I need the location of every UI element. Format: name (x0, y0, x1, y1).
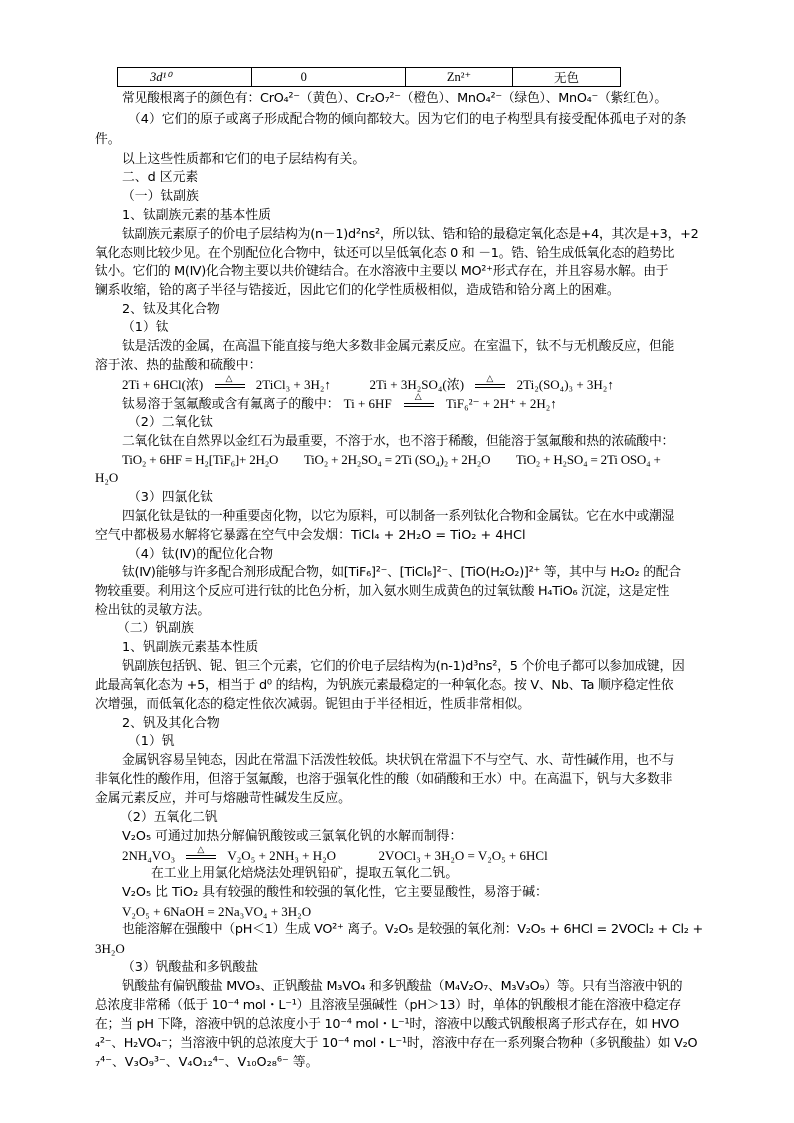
equation-line: H₂O (95, 470, 119, 485)
equation-rhs: TiF₆²⁻ + 2H⁺ + 2H₂↑ (445, 396, 557, 411)
text-line: 空气中都极易水解将它暴露在空气中会发烟：TiCl₄ + 2H₂O = TiO₂ + 4HCl (95, 528, 526, 543)
text-line: 钛(Ⅳ)能够与许多配合剂形成配合物，如[TiF₆]²⁻、[TiCl₆]²⁻、[TiO(H₂O₂)]²⁺ 等，其中与 H₂O₂ 的配合 (122, 565, 681, 580)
subsection-heading: （3）四氯化钛 (128, 490, 213, 505)
equation-line: V₂O₅ + 6NaOH = 2Na₃VO₄ + 3H₂O (122, 904, 312, 919)
subsection-heading: 1、钛副族元素的基本性质 (122, 208, 271, 223)
heat-arrow (215, 373, 245, 392)
text-line: 钒酸盐有偏钒酸盐 MVO₃、正钒酸盐 M₃VO₄ 和多钒酸盐（M₄V₂O₇、M₃V₃O₉）等。只有当溶液中钒的 (122, 979, 683, 994)
equation-line-b: 2VOCl₃ + 3H₂O = V₂O₅ + 6HCl (378, 848, 548, 863)
subsection-heading: （3）钒酸盐和多钒酸盐 (122, 960, 259, 975)
text-line: 溶于浓、热的盐酸和硫酸中： (95, 358, 262, 373)
text-line: ₄²⁻、H₂VO₄⁻；当溶液中钒的总浓度大于 10⁻⁴ mol・L⁻¹时，溶液中存在一系列聚合物种（多钒酸盐）如 V₂O (95, 1036, 698, 1051)
equation-line: TiO₂ + 6HF = H₂[TiF₆]+ 2H₂O TiO₂ + 2H₂SO₄ = 2Ti (SO₄)₂ + 2H₂O TiO₂ + H₂SO₄ = 2Ti OSO₄ + (122, 452, 661, 467)
subsection-heading: 2、钒及其化合物 (122, 716, 220, 731)
text-line: 在工业上用氯化焙烧法处理钒铅矿，提取五氧化二钒。 (151, 866, 459, 881)
equation-rhs: 2Ti₂(SO₄)₃ + 3H₂↑ (516, 377, 614, 392)
text-line: 钛易溶于氢氟酸或含有氟离子的酸中： (122, 397, 340, 412)
heat-symbol: △ (414, 391, 422, 402)
equation-lhs: Ti + 6HF (343, 396, 392, 411)
subsection-heading: （2）五氧化二钒 (120, 810, 218, 825)
section-heading: 二、d 区元素 (122, 170, 199, 185)
table-cell-ion: Zn²⁺ (405, 68, 512, 87)
text-line: V₂O₅ 可通过加热分解偏钒酸铵或三氯氧化钒的水解而制得： (122, 829, 463, 844)
equation-line (122, 846, 762, 866)
text-line: 件。 (95, 132, 121, 147)
text-line: 金属元素反应，并可与熔融苛性碱发生反应。 (95, 791, 351, 806)
heat-symbol: △ (486, 373, 494, 384)
equation-line (122, 391, 762, 414)
text-line: 四氯化钛是钛的一种重要卤化物，以它为原料，可以制备一系列钛化合物和金属钛。它在水中或潮湿 (122, 509, 675, 524)
equation-lhs: 2Ti + 3H₂SO₄(浓) (369, 377, 465, 392)
section-heading: （二）钒副族 (117, 621, 194, 636)
heat-arrow (475, 373, 505, 392)
text-line: 氧化态则比较少见。在个别配位化合物中，钛还可以呈低氧化态 0 和 －1。锆、铪生成低氧化态的趋势比 (95, 246, 675, 261)
text-line: 也能溶解在强酸中（pH＜1）生成 VO²⁺ 离子。V₂O₅ 是较强的氧化剂：V₂O₅ + 6HCl = 2VOCl₂ + Cl₂ + (122, 922, 703, 937)
text-line: 在；当 pH 下降，溶液中钒的总浓度小于 10⁻⁴ mol・L⁻¹时，溶液中以酸式钒酸根离子形式存在，如 HVO (95, 1017, 680, 1032)
text-line: 二氧化钛在自然界以金红石为最重要，不溶于水，也不溶于稀酸，但能溶于氢氟酸和热的浓硫酸中： (122, 434, 675, 449)
text-line: 总浓度非常稀（低于 10⁻⁴ mol・L⁻¹）且溶液呈强碱性（pH＞13）时，单体的钒酸根才能在溶液中稳定存 (95, 998, 681, 1013)
text-line: 镧系收缩，铪的离子半径与锆接近，因此它们的化学性质极相似，造成锆和铪分离上的困难。 (95, 283, 620, 298)
text-line: 钛副族元素原子的价电子层结构为(n－1)d²ns²，所以钛、锆和铪的最稳定氧化态是+4，其次是+3，+2 (122, 227, 699, 242)
equation-rhs: 2TiCl₃ + 3H₂↑ (255, 377, 331, 392)
table-row (118, 68, 621, 87)
heat-symbol: △ (225, 373, 233, 384)
heat-arrow (186, 844, 216, 863)
text-line: 钛小。它们的 M(Ⅳ)化合物主要以共价键结合。在水溶液中主要以 MO²⁺形式存在，并且容易水解。由于 (95, 264, 669, 279)
text-line: V₂O₅ 比 TiO₂ 具有较强的酸性和较强的氧化性，它主要显酸性，易溶于碱： (122, 885, 548, 900)
subsection-heading: （1）钒 (128, 734, 175, 749)
text-line: 物较重要。利用这个反应可进行钛的比色分析，加入氨水则生成黄色的过氧钛酸 H₄TiO₆ 沉淀，这是定性 (95, 584, 670, 599)
equation-lhs: 2Ti + 6HCl(浓) (122, 377, 204, 392)
text-line: 检出钛的灵敏方法。 (95, 603, 211, 618)
section-heading: （一）钛副族 (122, 189, 199, 204)
text-line: 非氧化性的酸作用，但溶于氢氟酸，也溶于强氧化性的酸（如硝酸和王水）中。在高温下，钒与大多数非 (95, 772, 673, 787)
table-cell-color: 无色 (513, 68, 621, 87)
equation-lhs: 2NH₄VO₃ (122, 848, 176, 863)
text-line: 常见酸根离子的颜色有：CrO₄²⁻（黄色）、Cr₂O₇²⁻（橙色）、MnO₄²⁻（绿色）、MnO₄⁻（紫红色）。 (122, 91, 667, 106)
text-line: （4）它们的原子或离子形成配合物的倾向都较大。因为它们的电子构型具有接受配体孤电子对的条 (128, 112, 687, 127)
table-cell-config: 3d¹⁰ (118, 68, 252, 87)
heat-symbol: △ (197, 844, 205, 855)
subsection-heading: （2）二氧化钛 (128, 415, 213, 430)
text-line: 次增强，而低氧化态的稳定性依次减弱。铌钽由于半径相近，性质非常相似。 (95, 697, 531, 712)
equation-line: 3H₂O (95, 941, 125, 956)
text-line: 以上这些性质都和它们的电子层结构有关。 (122, 152, 366, 167)
text-line: ₇⁴⁻、V₃O₉³⁻、V₄O₁₂⁴⁻、V₁₀O₂₈⁶⁻ 等。 (95, 1055, 319, 1070)
table-cell-unpaired: 0 (252, 68, 406, 87)
heat-arrow (404, 391, 434, 411)
subsection-heading: （1）钛 (122, 320, 169, 335)
subsection-heading: （4）钛(Ⅳ)的配位化合物 (128, 547, 274, 562)
text-line: 钛是活泼的金属，在高温下能直接与绝大多数非金属元素反应。在室温下，钛不与无机酸反应，但能 (122, 339, 675, 354)
text-line: 金属钒容易呈钝态，因此在常温下活泼性较低。块状钒在常温下不与空气、水、苛性碱作用，也不与 (122, 753, 675, 768)
equation-rhs: V₂O₅ + 2NH₃ + H₂O (227, 848, 337, 863)
text-line: 此最高氧化态为 +5，相当于 d⁰ 的结构，为钒族元素最稳定的一种氧化态。按 V、Nb、Ta 顺序稳定性依 (95, 678, 674, 693)
subsection-heading: 1、钒副族元素基本性质 (122, 640, 259, 655)
text-line: 钒副族包括钒、铌、钽三个元素，它们的价电子层结构为(n-1)d³ns²，5 个价电子都可以参加成键，因 (122, 659, 685, 674)
equation-line (122, 375, 762, 395)
electron-config-table (117, 67, 621, 87)
subsection-heading: 2、钛及其化合物 (122, 302, 220, 317)
